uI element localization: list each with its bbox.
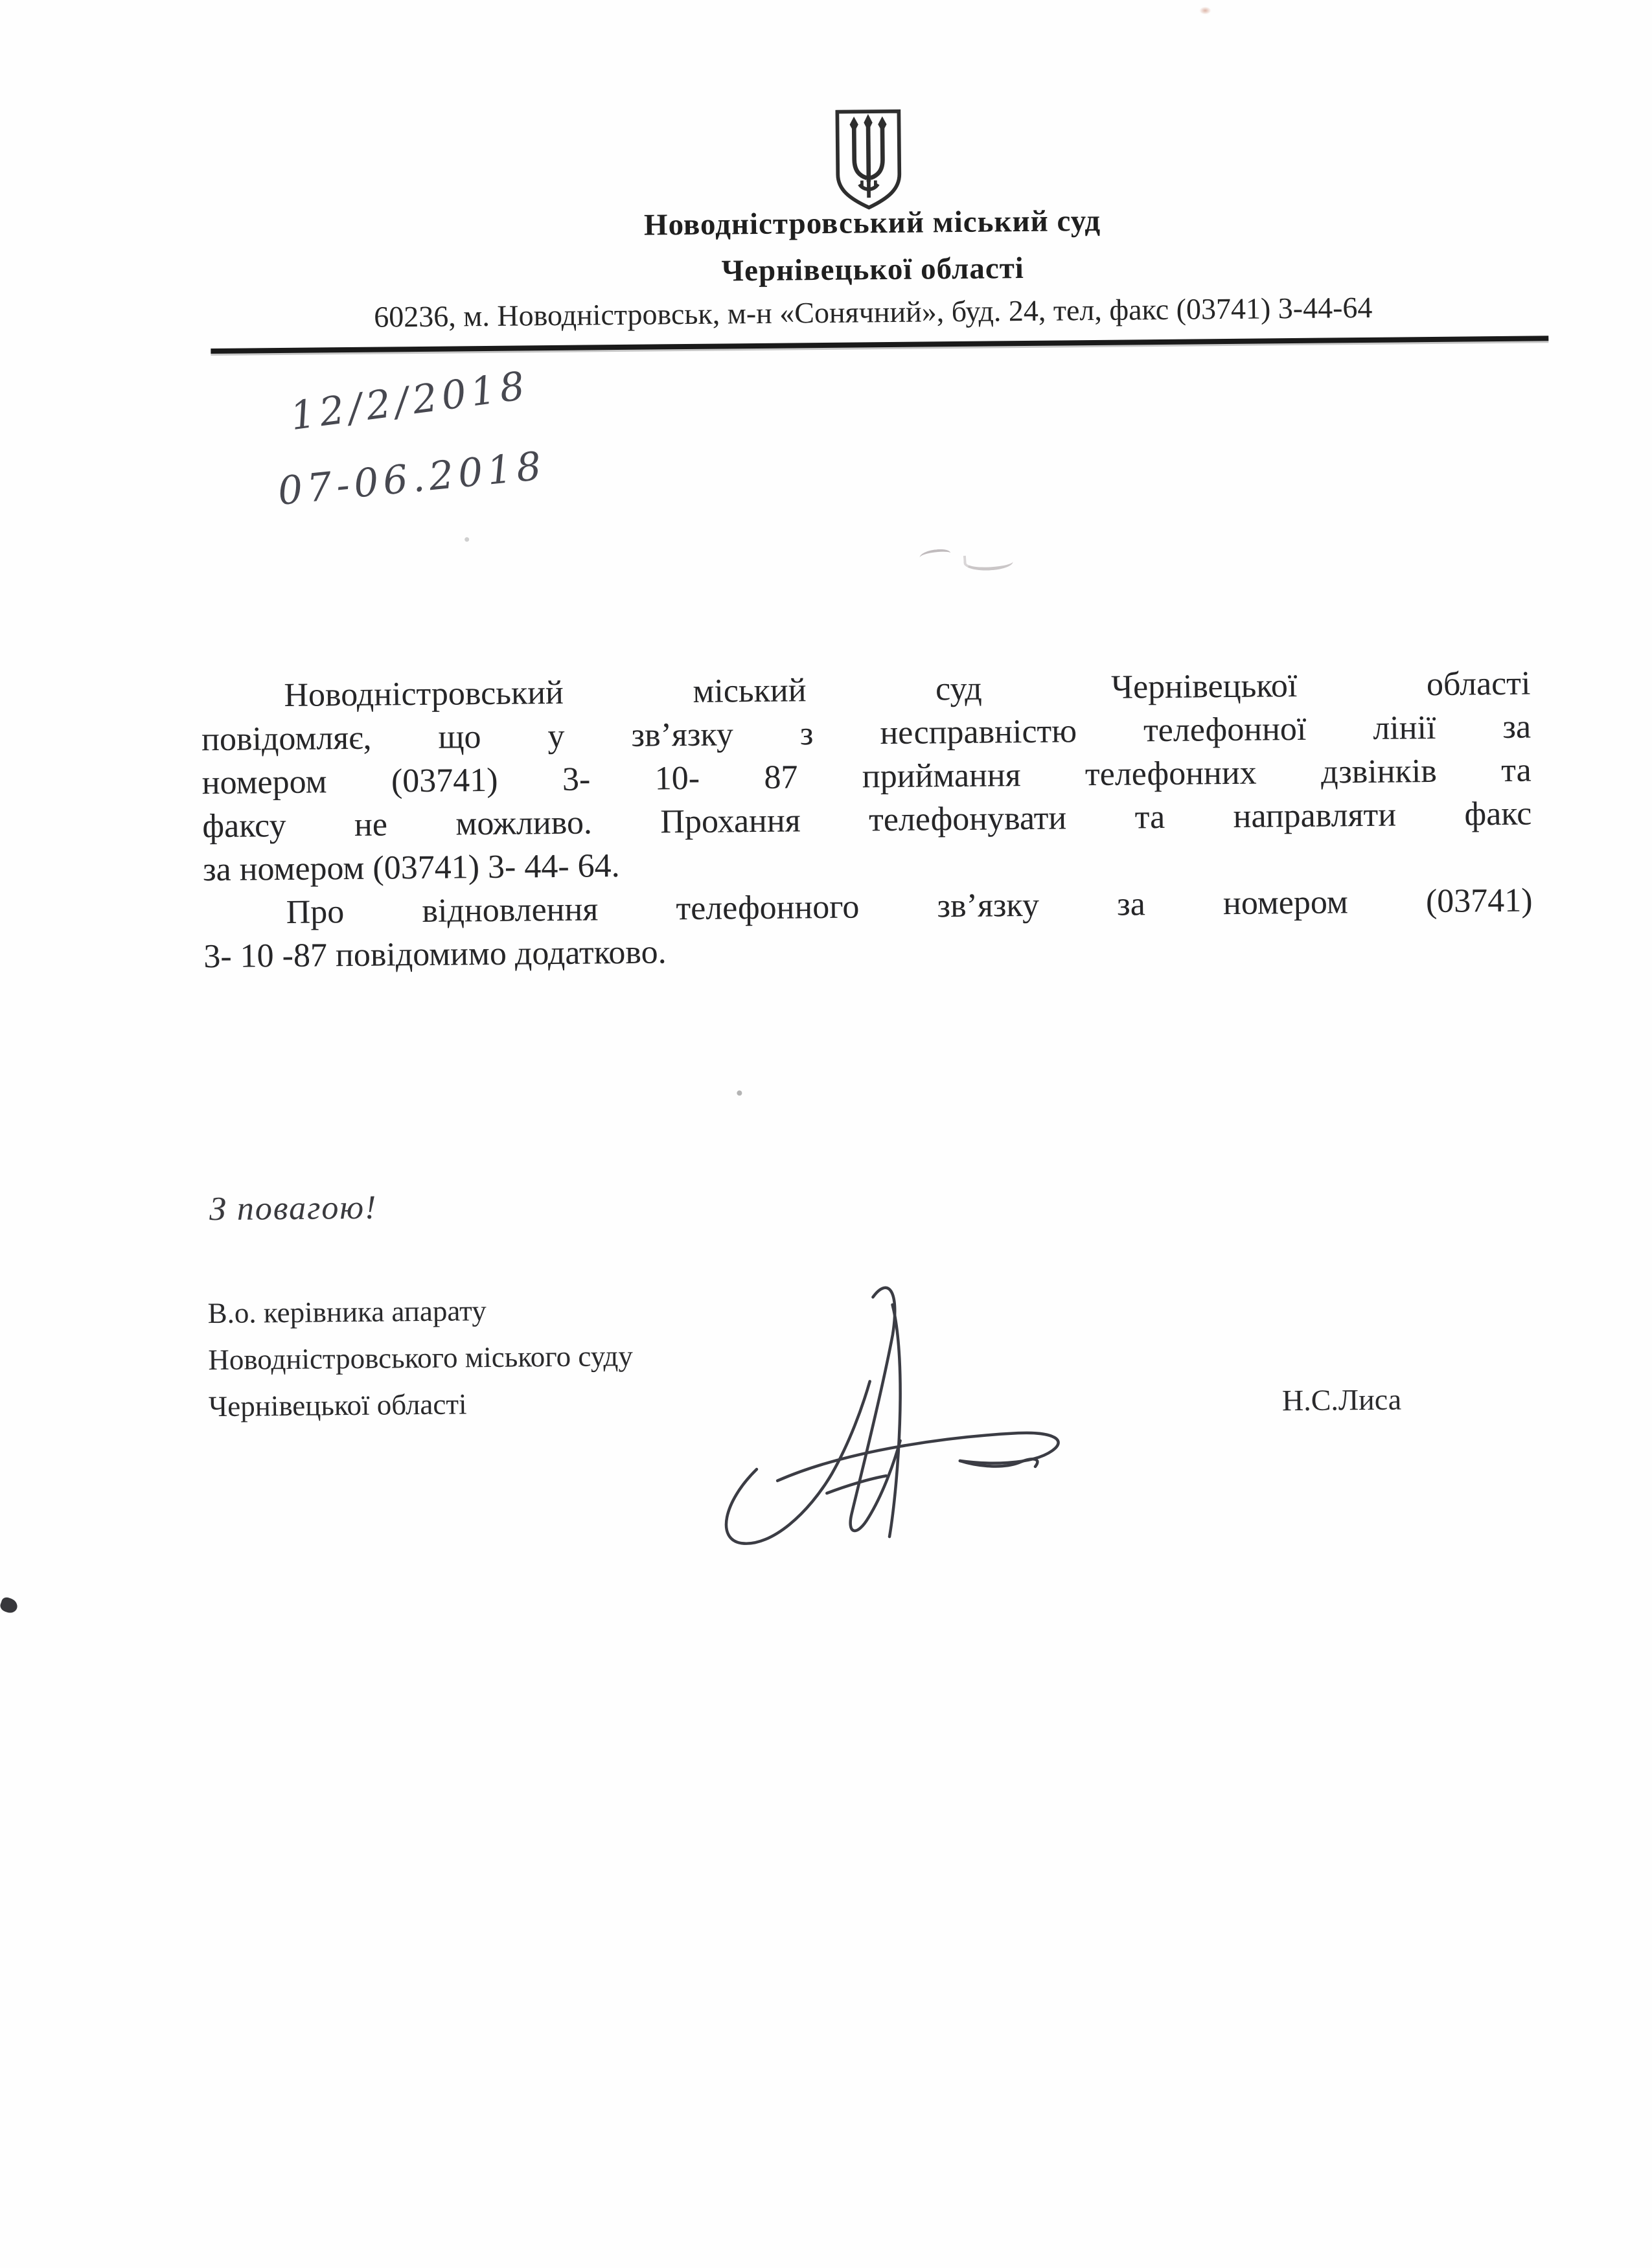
body-line: за номером (03741) 3- 44- 64. (202, 847, 620, 889)
scan-dot (737, 1090, 742, 1095)
court-address-line: 60236, м. Новодністровськ, м-н «Сонячний», буд. 24, тел, факс (03741) 3-44-64 (373, 290, 1373, 334)
ukraine-trident-emblem-icon (831, 107, 906, 212)
body-line: Новодністровський міський суд Чернівецької області (284, 665, 1531, 714)
court-name-line2: Чернівецької області (721, 251, 1025, 288)
body-line: повідомляє, що у зв’язку з несправністю телефонної лінії за (201, 708, 1532, 759)
signatory-name: Н.С.Лиса (1281, 1382, 1402, 1417)
letterhead-divider (211, 336, 1548, 354)
body-line: факсу не можливо. Прохання телефонувати та направляти факс (202, 795, 1532, 845)
signatory-title-line2: Новодністровського міського суду (208, 1339, 634, 1377)
scan-speck (1199, 6, 1211, 14)
signatory-title-line1: В.о. керівника апарату (207, 1294, 487, 1330)
body-line: 3- 10 -87 повідомимо додатково. (203, 934, 667, 976)
body-line: Про відновлення телефонного зв’язку за номером (03741) (286, 882, 1533, 931)
court-name-line1: Новодністровський міський суд (643, 203, 1101, 242)
scan-dot (465, 537, 469, 542)
letter-body (201, 662, 1533, 979)
signatory-title-line3: Чернівецької області (208, 1388, 467, 1423)
scan-smudge (919, 548, 951, 562)
handwritten-date-1: 12/2/2018 (288, 363, 532, 440)
scan-smudge (963, 553, 1013, 572)
body-line: номером (03741) 3- 10- 87 приймання телефонних дзвінків та (201, 751, 1532, 802)
signatory-title-block (207, 1286, 634, 1430)
handwritten-date-2: 07-06.2018 (275, 443, 548, 514)
handwritten-signature-stroke (678, 1277, 1108, 1566)
scan-edge-mark (0, 1596, 19, 1614)
salutation: З повагою! (209, 1189, 378, 1228)
